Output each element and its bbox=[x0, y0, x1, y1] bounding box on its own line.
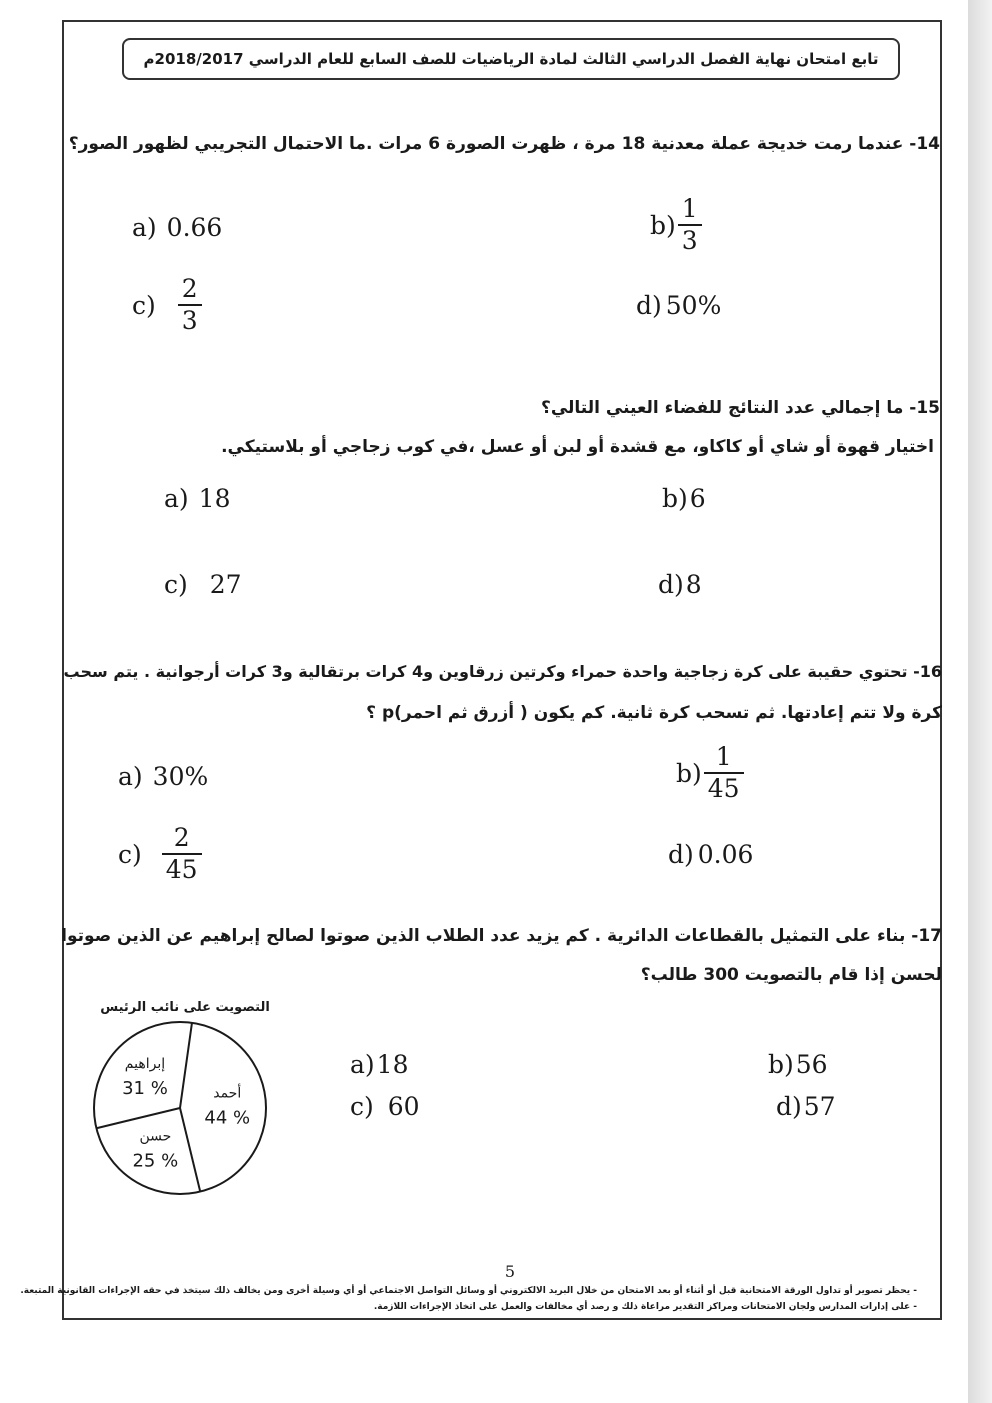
exam-header-title: تابع امتحان نهاية الفصل الدراسي الثالث لمادة الرياضيات للصف السابع للعام الدراسي 2018/2017م bbox=[143, 50, 879, 68]
pie-slice-label: حسن bbox=[139, 1128, 172, 1145]
pie-slice-value: 25 % bbox=[132, 1150, 179, 1172]
pie-slice-label: أحمد bbox=[213, 1085, 242, 1102]
chart-title: التصويت على نائب الرئيس bbox=[100, 1000, 270, 1015]
q16-option-a: a) 30% bbox=[118, 762, 209, 791]
page-number: 5 bbox=[504, 1262, 516, 1281]
q14-option-b: b) $\frac{1}{3}$ bbox=[650, 196, 702, 255]
scan-edge bbox=[968, 0, 992, 1403]
question-15-text-line1: 15- ما إجمالي عدد النتائج للفضاء العيني التالي؟ bbox=[540, 398, 940, 418]
fraction: $\frac{2}{3}$ bbox=[178, 276, 202, 335]
pie-slice-value: 31 % bbox=[122, 1078, 168, 1100]
fraction: $\frac{1}{3}$ bbox=[678, 196, 702, 255]
fraction: $\frac{1}{45}$ bbox=[704, 744, 744, 803]
q15-option-c: c) 27 bbox=[164, 570, 242, 599]
fraction: $\frac{2}{45}$ bbox=[162, 825, 202, 884]
q16-option-d: d) 0.06 bbox=[668, 840, 754, 869]
footer-note-line1: - يحظر تصوير أو تداول الورقة الامتحانية قبل أو أثناء أو بعد الامتحان من خلال البريد الالكتروني أو وسائل التواصل الاجتماعي أو أي وسيلة أخرى ومن يخالف ذلك سيتخذ في حقه الإجراءات القانونية المتبعة. bbox=[20, 1286, 917, 1296]
q15-option-a: a) 18 bbox=[164, 484, 231, 513]
q17-option-d: d) 57 bbox=[776, 1092, 836, 1121]
question-16-text-line1: 16- تحتوي حقيبة على كرة زجاجية واحدة حمراء وكرتين زرقاوين و4 كرات برتقالية و3 كرات أرجوانية . يتم سحب bbox=[63, 662, 942, 681]
footer-note-line2: - على إدارات المدارس ولجان الامتحانات ومراكز التقدير مراعاة ذلك و رصد أي مخالفات والعمل على اتخاذ الإجراءات اللازمة. bbox=[373, 1302, 917, 1312]
q15-option-d: d) 8 bbox=[658, 570, 702, 599]
q16-option-c: c) $\frac{2}{45}$ bbox=[118, 825, 202, 884]
q15-option-b: b) 6 bbox=[662, 484, 706, 513]
question-17-text-line1: 17- بناء على التمثيل بالقطاعات الدائرية . كم يزيد عدد الطلاب الذين صوتوا لصالح إبراهيم عن الذين صوتوا bbox=[61, 926, 942, 946]
question-17-text-line2: لحسن إذا قام بالتصويت 300 طالب؟ bbox=[640, 965, 942, 985]
q17-option-a: a) 18 bbox=[350, 1050, 409, 1079]
question-14-text: 14- عندما رمت خديجة عملة معدنية 18 مرة ، ظهرت الصورة 6 مرات .ما الاحتمال التجريبي لظهور الصور؟ bbox=[68, 134, 940, 154]
question-16-text-line2: كرة ولا تتم إعادتها. ثم تسحب كرة ثانية. كم يكون ( أزرق ثم احمر)p ؟ bbox=[366, 703, 942, 723]
exam-header bbox=[122, 38, 900, 80]
pie-chart bbox=[88, 1018, 284, 1198]
pie-slice-value: 44 % bbox=[204, 1107, 251, 1129]
pie-slice-label: إبراهيم bbox=[124, 1056, 166, 1073]
q14-option-d: d) 50% bbox=[636, 291, 722, 320]
q14-option-a: a) 0.66 bbox=[132, 213, 223, 242]
q17-option-c: c) 60 bbox=[350, 1092, 420, 1121]
q16-option-b: b) $\frac{1}{45}$ bbox=[676, 744, 744, 803]
question-15-text-line2: اختيار قهوة أو شاي أو كاكاو، مع قشدة أو لبن أو عسل ،في كوب زجاجي أو بلاستيكي. bbox=[221, 437, 934, 457]
q14-option-c: c) $\frac{2}{3}$ bbox=[132, 276, 202, 335]
q17-option-b: b) 56 bbox=[768, 1050, 828, 1079]
